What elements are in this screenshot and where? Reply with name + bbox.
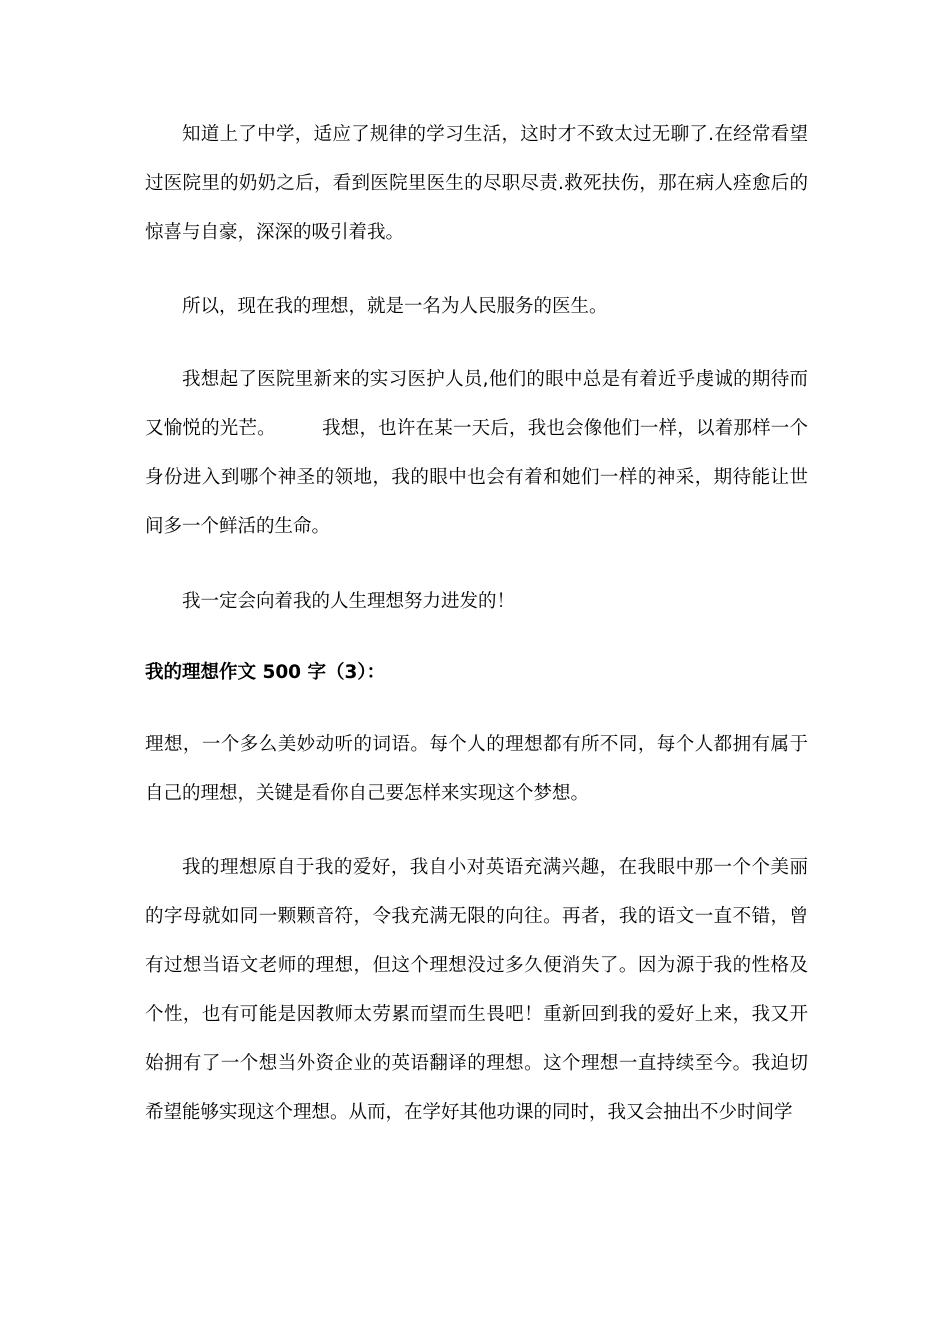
paragraph-intern-nurses-part-a: 我想起了医院里新来的实习医护人员,他们的眼中总是有着近乎虔诚的期待而又愉悦的光芒。 [145,369,808,439]
paragraph-english-ideal: 我的理想原自于我的爱好，我自小对英语充满兴趣，在我眼中那一个个美丽的字母就如同一颗颗音符，令我充满无限的向往。再者，我的语文一直不错，曾有过想当语文老师的理想，但这个理想没过多久便消失了。因为源于我的性格及个性，也有可能是因教师太劳累而望而生畏吧！重新回到我的爱好上来，我又开始拥有了一个想当外资企业的英语翻译的理想。这个理想一直持续至今。我迫切希望能够实现这个理想。从而，在学好其他功课的同时，我又会抽出不少时间学 [145,857,808,1123]
paragraph-high-school-hospital: 知道上了中学，适应了规律的学习生活，这时才不致太过无聊了.在经常看望过医院里的奶奶之后，看到医院里医生的尽职尽责.救死扶伤，那在病人痊愈后的惊喜与自豪，深深的吸引着我。 [145,124,808,243]
paragraph-doctor-ideal: 所以，现在我的理想，就是一名为人民服务的医生。 [182,296,608,317]
paragraph-ideal-definition: 理想，一个多么美妙动听的词语。每个人的理想都有所不同，每个人都拥有属于自己的理想，关键是看你自己要怎样来实现这个梦想。 [145,734,808,804]
paragraph-intern-nurses [145,355,808,551]
paragraph-intern-nurses-part-b: 我想，也许在某一天后，我也会像他们一样，以着那样一个身份进入到哪个神圣的领地，我的眼中也会有着和她们一样的神采，期待能让世间多一个鲜活的生命。 [145,418,808,537]
section-heading: 我的理想作文 500 字（3）： [145,662,386,683]
paragraph-determination: 我一定会向着我的人生理想努力进发的！ [182,591,516,612]
